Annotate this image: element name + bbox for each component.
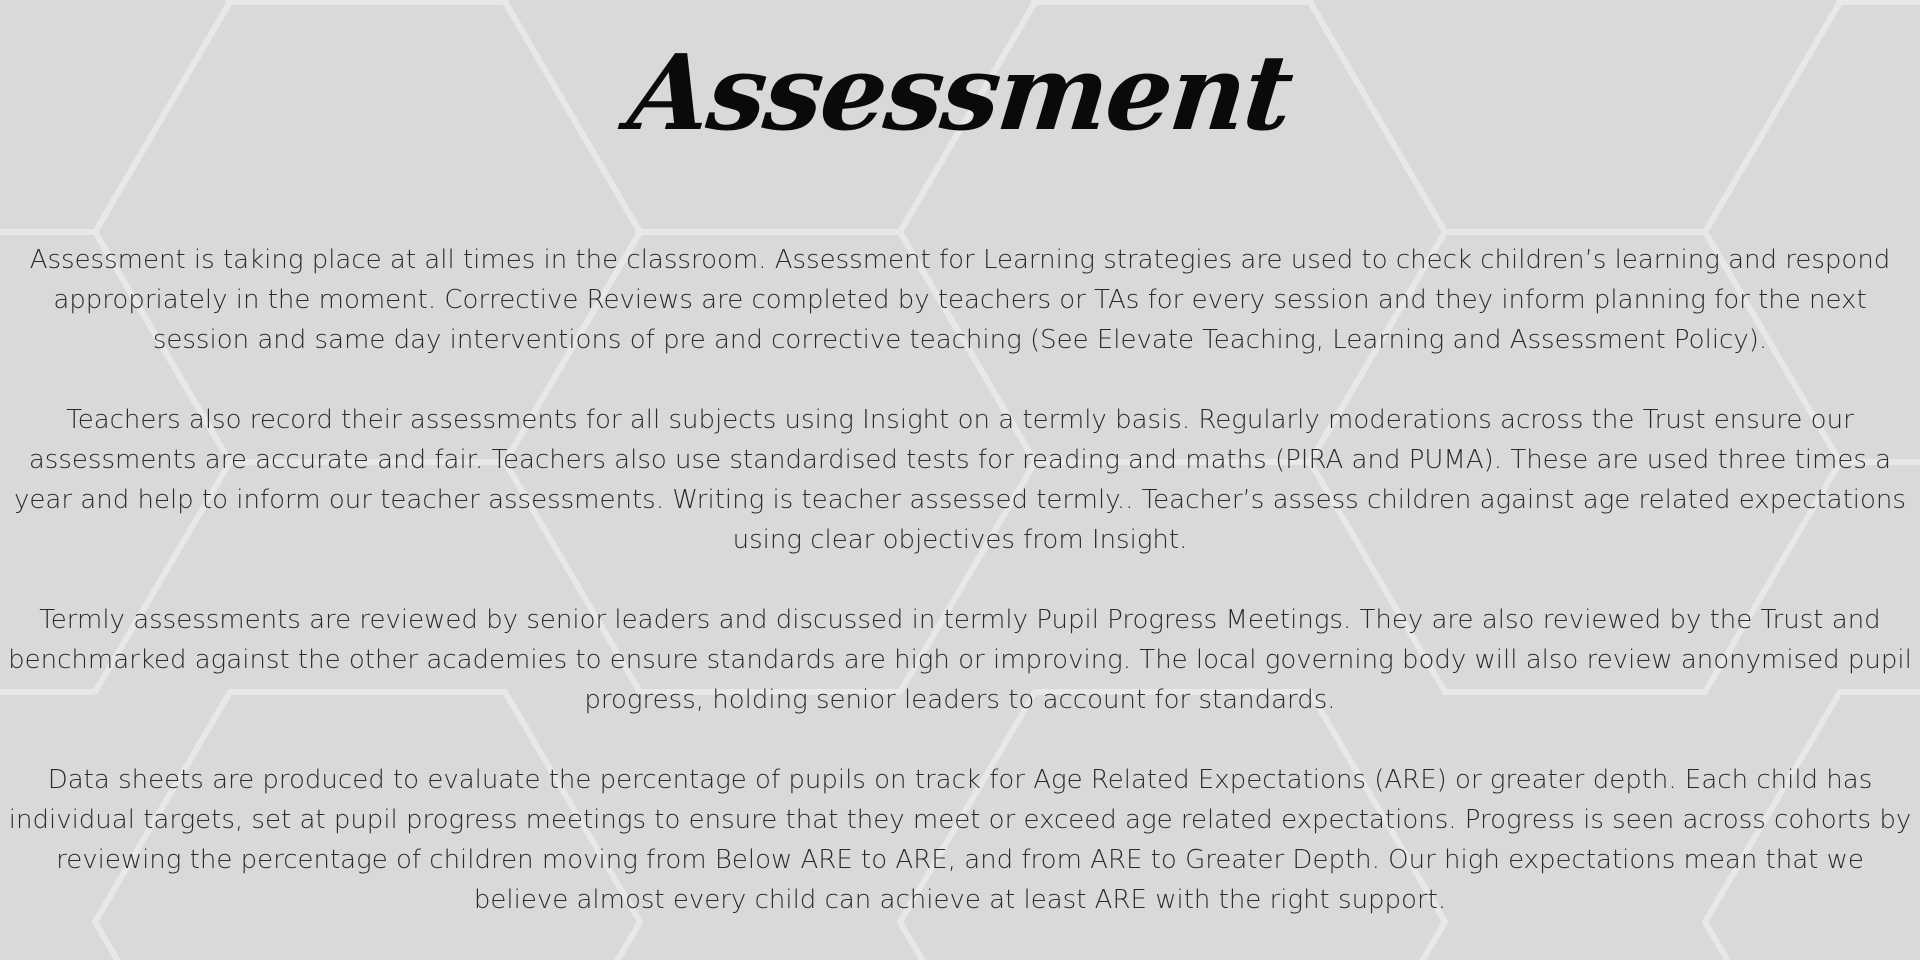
page-title: Assessment: [623, 31, 1297, 154]
paragraph-assessment-for-learning: Assessment is taking place at all times in the classroom. Assessment for Learning strategies are used to check children’s learning and respond appropriately in the moment. Corrective Reviews are completed by teachers or TAs for every session and they inform planning for the next session and same day interventions of pre and corrective teaching (See Elevate Teaching, Learning and Assessment Policy).: [29, 245, 1891, 355]
paragraph-data-sheets: Data sheets are produced to evaluate the percentage of pupils on track for Age Related Expectations (ARE) or greater depth. Each child has individual targets, set at pupil progress meetings to ensure that they meet or exceed age related expectations. Progress is seen across cohorts by reviewing the percentage of children moving from Below ARE to ARE, and from ARE to Greater Depth. Our high expectations mean that we believe almost every child can achieve at least ARE with the right support.: [8, 765, 1912, 915]
body-text: [6, 240, 1914, 920]
paragraph-teacher-assessments: Teachers also record their assessments for all subjects using Insight on a termly basis. Regularly moderations across the Trust ensure our assessments are accurate and fair. Teachers also use standardised tests for reading and maths (PIRA and PUMA). These are used three times a year and help to inform our teacher assessments. Writing is teacher assessed termly.. Teacher’s assess children against age related expectations using clear objectives from Insight.: [14, 405, 1906, 555]
paragraph-termly-reviews: Termly assessments are reviewed by senior leaders and discussed in termly Pupil Progress Meetings. They are also reviewed by the Trust and benchmarked against the other academies to ensure standards are high or improving. The local governing body will also review anonymised pupil progress, holding senior leaders to account for standards.: [8, 605, 1912, 715]
